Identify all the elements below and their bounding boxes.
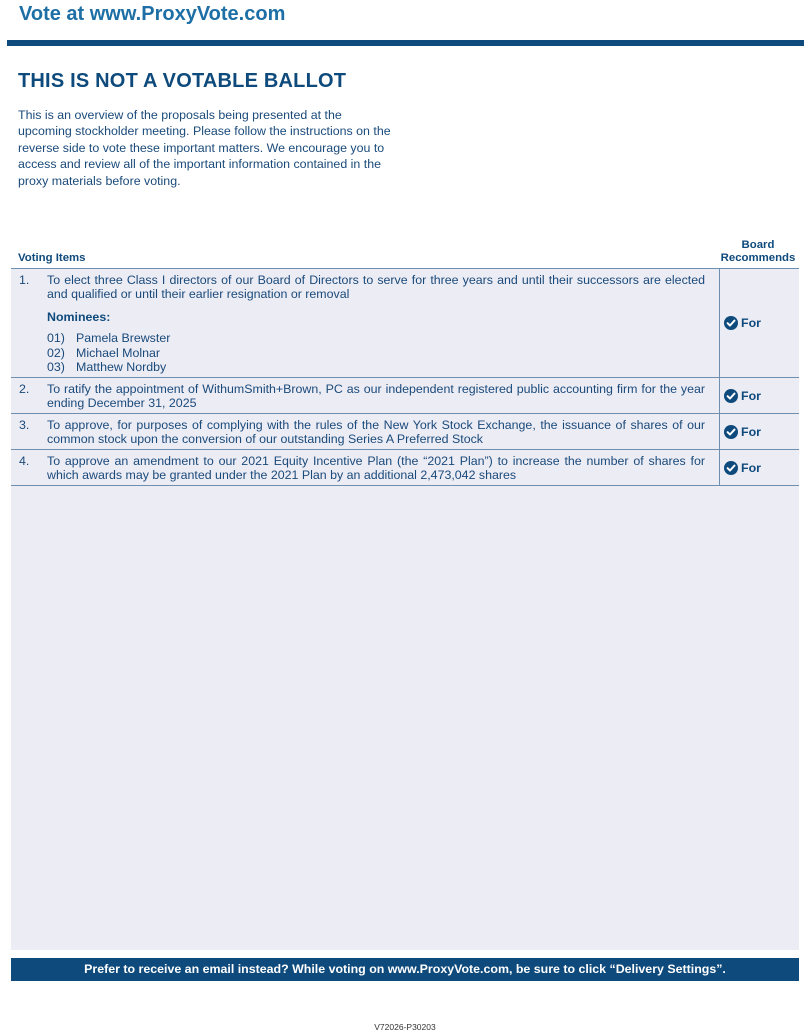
nominee-name: Matthew Nordby [76, 360, 167, 375]
nominee-item [47, 360, 705, 374]
email-delivery-banner: Prefer to receive an email instead? While voting on www.ProxyVote.com, be sure to click “Delivery Settings”. [11, 958, 799, 981]
item-number: 1. [19, 273, 30, 287]
nominee-number: 03) [47, 360, 65, 375]
nominee-name: Pamela Brewster [76, 331, 171, 346]
item-text: To approve, for purposes of complying with the rules of the New York Stock Exchange, the issuance of shares of our common stock upon the conversion of our outstanding Series A Preferred Stock [47, 418, 705, 447]
board-header-line1: Board [741, 239, 775, 251]
recommendation-label: For [741, 388, 761, 403]
nominee-item [47, 346, 705, 360]
recommendation-label: For [741, 424, 761, 439]
voting-item-row [11, 414, 799, 450]
item-text: To ratify the appointment of WithumSmith+Brown, PC as our independent registered public accounting firm for the year ending December 31, 2025 [47, 382, 705, 411]
item-text-block [11, 269, 705, 374]
voting-item-row [11, 450, 799, 486]
item-number: 4. [19, 454, 30, 468]
item-number: 2. [19, 382, 30, 396]
nominee-name: Michael Molnar [76, 345, 161, 360]
check-circle-icon [724, 389, 738, 403]
document-code: V72026-P30203 [374, 1022, 436, 1032]
board-recommendation [719, 269, 799, 377]
nominee-number: 01) [47, 331, 65, 346]
check-circle-icon [724, 461, 738, 475]
vote-header: Vote at www.ProxyVote.com [19, 3, 286, 25]
voting-item-row [11, 269, 799, 378]
board-recommendation [719, 450, 799, 485]
item-text: To approve an amendment to our 2021 Equity Incentive Plan (the “2021 Plan”) to increase the number of shares for which awards may be granted under the 2021 Plan by an additional 2,473,042 shares [47, 454, 705, 483]
item-number: 3. [19, 418, 30, 432]
intro-paragraph: This is an overview of the proposals being presented at the upcoming stockholder meeting. Please follow the instructions on the reverse side to vote these important matters. We encourage you to access and review all of the important information contained in the proxy materials before voting. [18, 108, 391, 188]
board-recommendation [719, 378, 799, 413]
nominees-heading: Nominees: [47, 309, 111, 324]
board-recommends-header [718, 239, 798, 266]
board-recommendation [719, 414, 799, 449]
board-header-line2: Recommends [720, 252, 796, 265]
nominee-item [47, 331, 705, 345]
header-rule [7, 40, 804, 46]
voting-items-header: Voting Items [18, 252, 86, 264]
nominee-number: 02) [47, 345, 65, 360]
check-circle-icon [724, 425, 738, 439]
item-text: To elect three Class I directors of our Board of Directors to serve for three years and until their successors are elected and qualified or until their earlier resignation or removal [47, 273, 705, 302]
voting-item-row [11, 378, 799, 414]
check-circle-icon [724, 316, 738, 330]
recommendation-label: For [741, 316, 761, 330]
nominee-list [47, 331, 705, 374]
recommendation-label: For [741, 460, 761, 475]
page-title: THIS IS NOT A VOTABLE BALLOT [18, 70, 347, 92]
voting-items-table [11, 268, 799, 486]
